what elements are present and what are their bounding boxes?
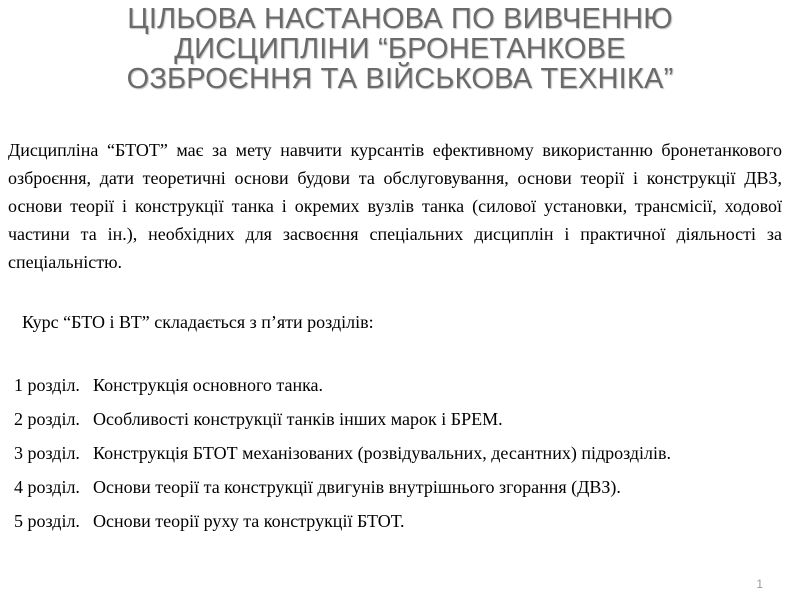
section-number: 1 розділ. — [14, 375, 80, 395]
title-line: ДИСЦИПЛІНИ “БРОНЕТАНКОВЕ — [174, 33, 626, 65]
section-list — [14, 372, 671, 542]
section-text: Основи теорії руху та конструкції БТОТ. — [93, 511, 405, 531]
section-number: 3 розділ. — [14, 443, 80, 463]
section-number: 4 розділ. — [14, 477, 80, 497]
title-line: ОЗБРОЄННЯ ТА ВІЙСЬКОВА ТЕХНІКА” — [126, 63, 674, 95]
intro-paragraph: Дисципліна “БТОТ” має за мету навчити курсантів ефективному використанню бронетанкового озброєння, дати теоретичні основи будови та обслуговування, основи теорії і конструкції ДВЗ, основи теорії і конструкції танка і окремих вузлів танка (силової установки, трансмісії, ходової частини та ін.), необхідних для засвоєння спеціальних дисциплін і практичної діяльності за спеціальністю. — [8, 140, 782, 272]
section-number: 2 розділ. — [14, 409, 80, 429]
section-item — [14, 372, 671, 406]
course-structure-line: Курс “БТО і ВТ” складається з п’яти розділів: — [22, 312, 374, 332]
section-text: Основи теорії та конструкції двигунів внутрішнього згорання (ДВЗ). — [93, 477, 621, 497]
section-item — [14, 474, 671, 508]
slide-title — [40, 4, 760, 94]
section-text: Особливості конструкції танків інших марок і БРЕМ. — [93, 409, 503, 429]
page-number: 1 — [756, 577, 763, 591]
section-text: Конструкція БТОТ механізованих (розвідувальних, десантних) підрозділів. — [93, 443, 672, 463]
title-line: ЦІЛЬОВА НАСТАНОВА ПО ВИВЧЕННЮ — [127, 3, 673, 35]
section-text: Конструкція основного танка. — [93, 375, 324, 395]
section-item — [14, 406, 671, 440]
section-item — [14, 508, 671, 542]
section-item — [14, 440, 671, 474]
section-number: 5 розділ. — [14, 511, 80, 531]
